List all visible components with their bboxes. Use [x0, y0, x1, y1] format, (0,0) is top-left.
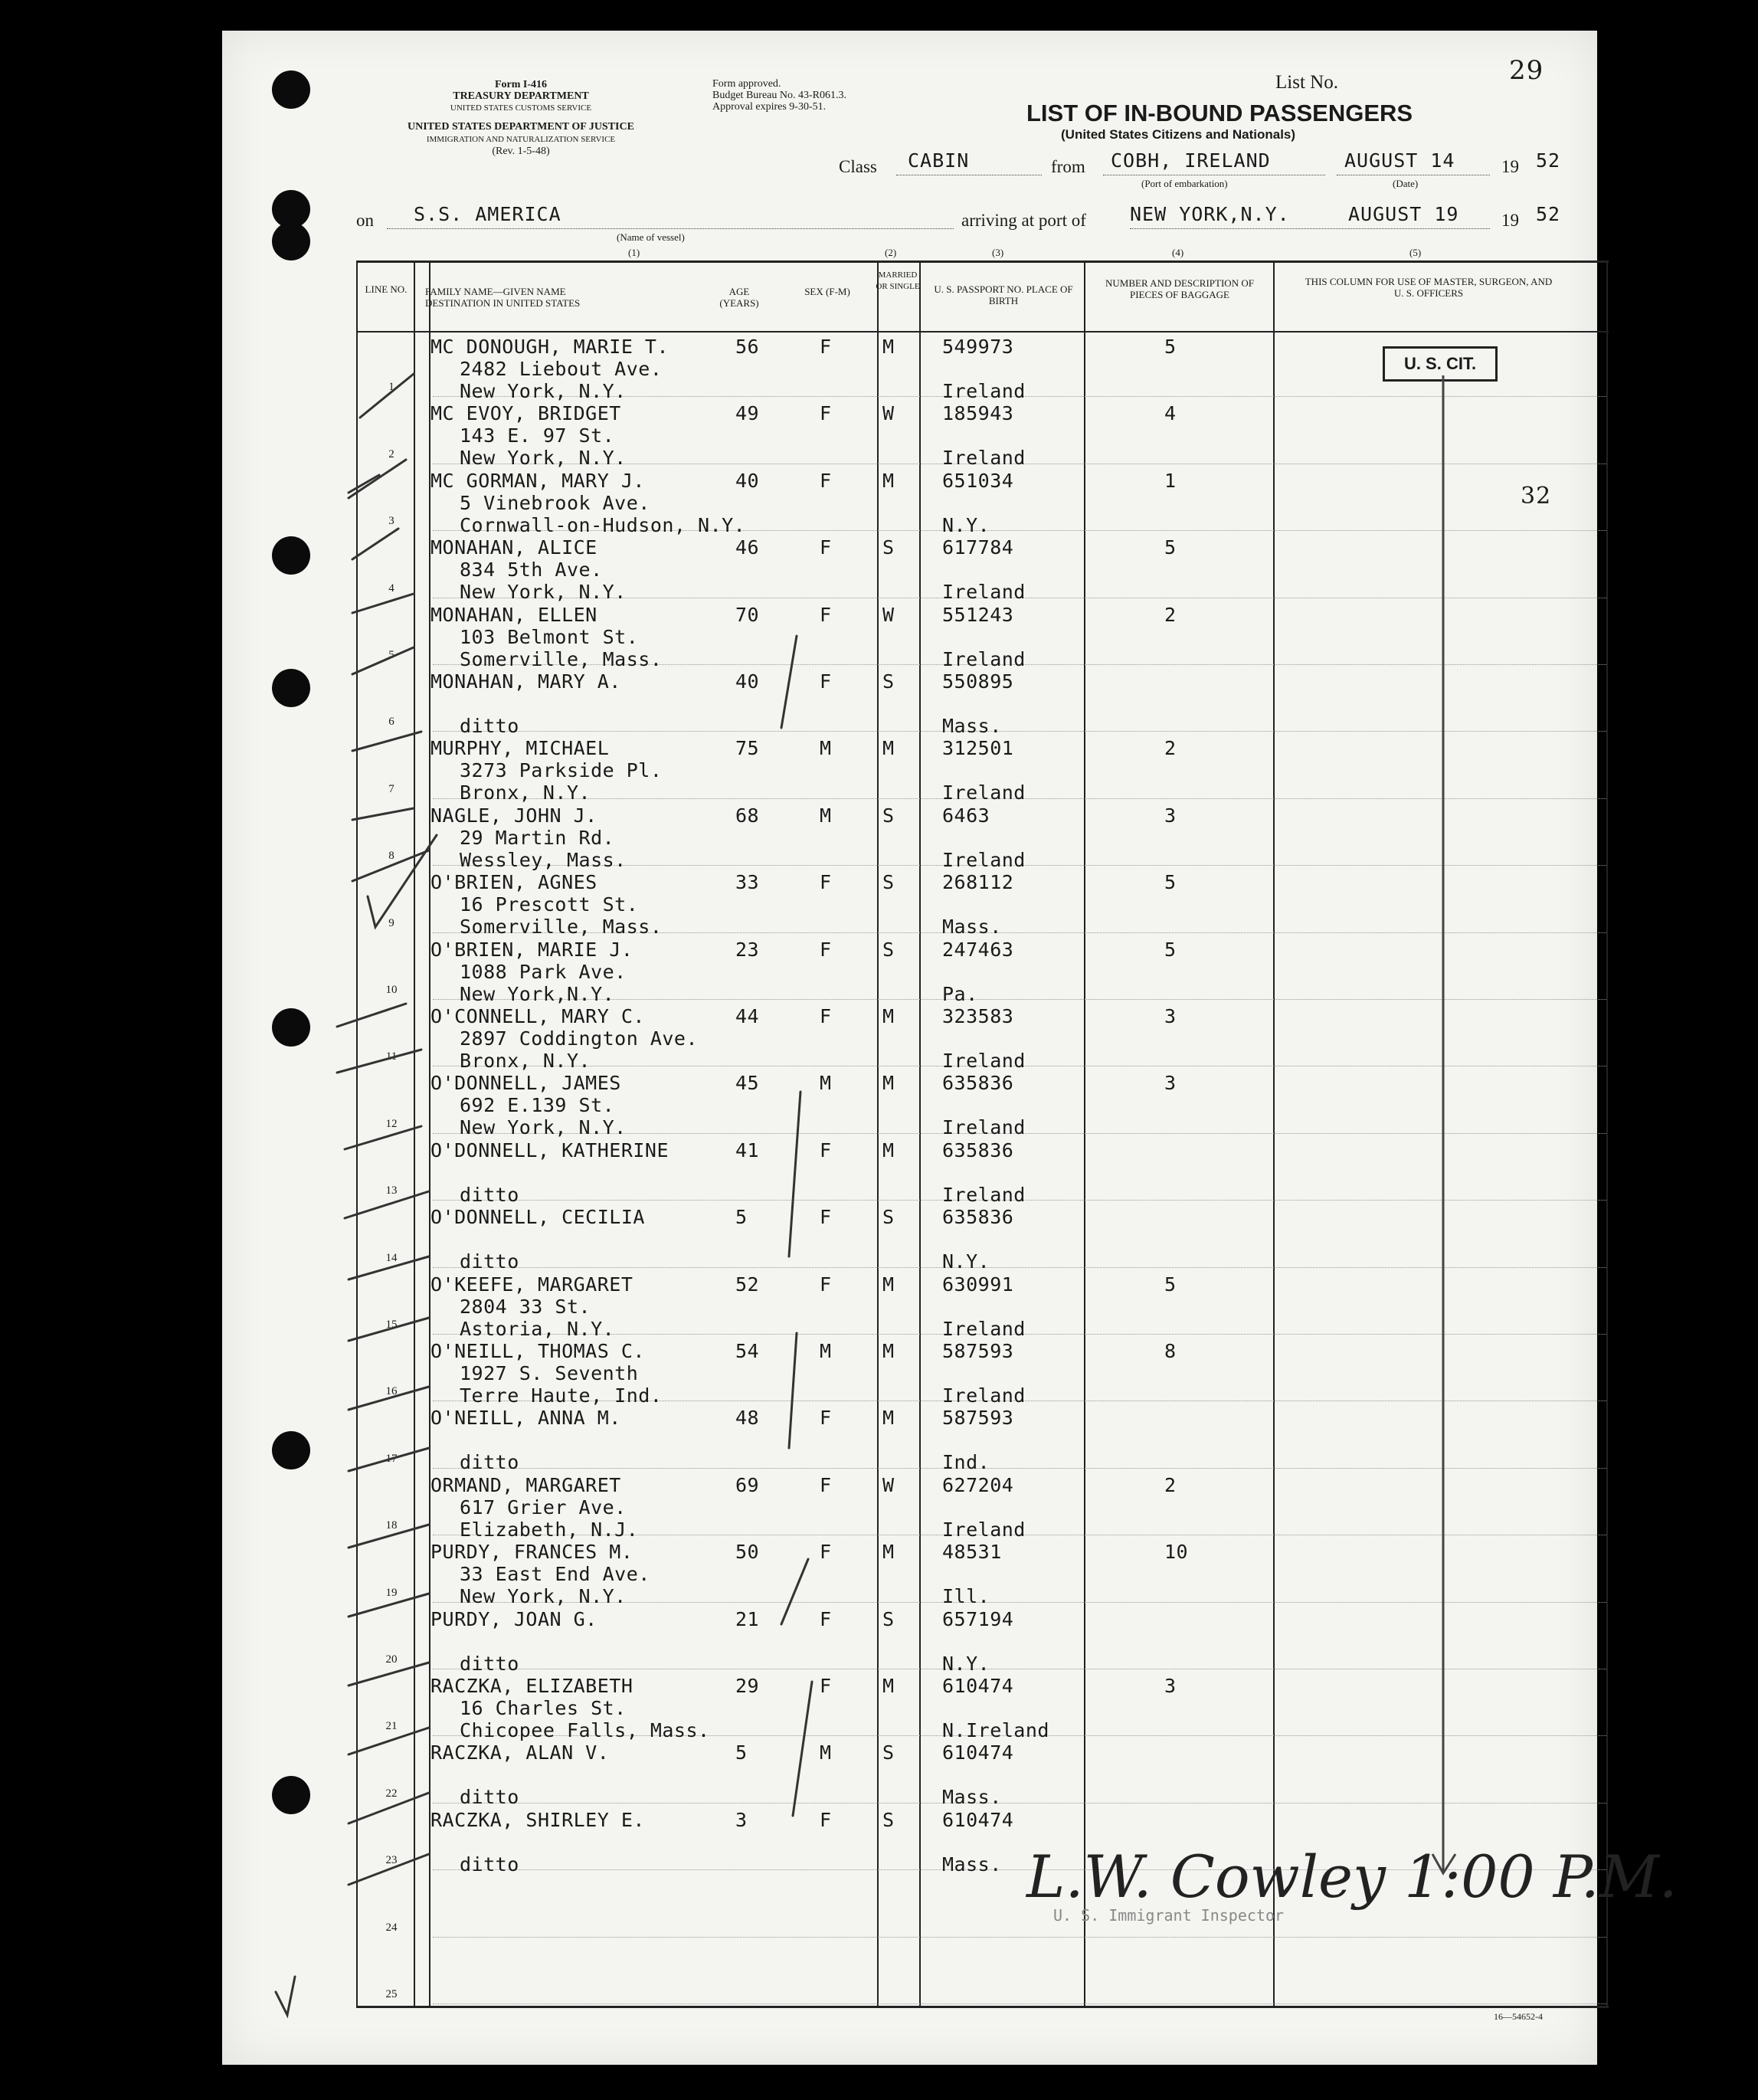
cell-ms: S — [882, 536, 895, 559]
margin-count: 32 — [1521, 483, 1552, 509]
cell-name: NAGLE, JOHN J. — [430, 804, 597, 827]
cell-age: 48 — [735, 1407, 760, 1430]
vessel-name: S.S. AMERICA — [414, 203, 561, 225]
cell-ms: M — [882, 1005, 895, 1027]
cell-sex: F — [820, 536, 832, 559]
cell-passport: 635836 — [942, 1206, 1014, 1229]
cell-passport: 48531 — [942, 1541, 1002, 1564]
cell-sex: F — [820, 670, 832, 693]
cell-birth: Ireland — [942, 1116, 1026, 1139]
port-embark-label: (Port of embarkation) — [1141, 178, 1228, 189]
arrival-port: NEW YORK,N.Y. — [1130, 203, 1290, 225]
customs-service: UNITED STATES CUSTOMS SERVICE — [450, 103, 592, 113]
cell-age: 52 — [735, 1273, 760, 1296]
cell-baggage: 8 — [1164, 1340, 1177, 1362]
tick-mark — [349, 1663, 429, 1686]
cell-passport: 610474 — [942, 1808, 1014, 1831]
row-number: 6 — [388, 716, 394, 729]
cell-baggage: 5 — [1164, 938, 1177, 961]
cell-ms: M — [882, 1675, 895, 1697]
cell-name: MC EVOY, BRIDGET — [430, 402, 621, 425]
cell-passport: 550895 — [942, 670, 1014, 693]
cell-birth: Ireland — [942, 1050, 1026, 1072]
cell-addr2: New York, N.Y. — [460, 1116, 627, 1139]
arriving-label: arriving at port of — [961, 211, 1086, 230]
cell-passport: 630991 — [942, 1273, 1014, 1296]
cell-sex: F — [820, 1541, 832, 1564]
cell-age: 23 — [735, 938, 760, 961]
budget-bureau: Budget Bureau No. 43-R061.3. — [712, 90, 846, 101]
cell-age: 21 — [735, 1607, 760, 1630]
cell-sex: M — [820, 737, 832, 760]
cell-addr1: 1088 Park Ave. — [460, 960, 627, 983]
cell-baggage: 5 — [1164, 1273, 1177, 1296]
tick-mark — [349, 1728, 429, 1754]
cell-passport: 610474 — [942, 1741, 1014, 1764]
treasury-dept: TREASURY DEPARTMENT — [453, 90, 589, 102]
cell-age: 40 — [735, 469, 760, 492]
cell-name: PURDY, JOAN G. — [430, 1607, 597, 1630]
row-number: 16 — [385, 1385, 398, 1398]
cell-birth: N.Y. — [942, 513, 990, 536]
tick-mark — [349, 1854, 429, 1885]
cell-sex: F — [820, 938, 832, 961]
tick-mark — [349, 1256, 429, 1279]
cell-age: 49 — [735, 402, 760, 425]
inspector-label: U. S. Immigrant Inspector — [1053, 1906, 1285, 1925]
arrival-date: AUGUST 19 — [1348, 203, 1459, 225]
cell-addr2: ditto — [460, 1451, 519, 1474]
cell-age: 54 — [735, 1340, 760, 1362]
cell-sex: F — [820, 1473, 832, 1496]
cell-ms: S — [882, 1607, 895, 1630]
cell-addr2: Cornwall-on-Hudson, N.Y. — [460, 513, 746, 536]
cell-sex: F — [820, 336, 832, 358]
cell-birth: Mass. — [942, 1853, 1002, 1876]
cell-addr1: 33 East End Ave. — [460, 1563, 650, 1586]
cell-sex: M — [820, 1072, 832, 1095]
cell-birth: Ireland — [942, 1384, 1026, 1407]
cell-ms: S — [882, 1808, 895, 1831]
cell-addr2: ditto — [460, 1250, 519, 1273]
cell-addr2: New York, N.Y. — [460, 581, 627, 604]
tick-mark — [337, 1050, 421, 1073]
row-number: 15 — [385, 1319, 398, 1331]
cell-baggage: 3 — [1164, 1072, 1177, 1095]
cell-birth: Mass. — [942, 916, 1002, 939]
cell-passport: 657194 — [942, 1607, 1014, 1630]
cell-age: 46 — [735, 536, 760, 559]
cell-age: 33 — [735, 871, 760, 894]
cell-ms: S — [882, 1741, 895, 1764]
cell-name: O'CONNELL, MARY C. — [430, 1005, 645, 1027]
arrival-year: 52 — [1536, 203, 1561, 225]
cell-sex: F — [820, 603, 832, 626]
vessel-label: (Name of vessel) — [617, 231, 685, 243]
col-header-age: AGE (YEARS) — [719, 286, 759, 309]
cell-name: O'NEILL, ANNA M. — [430, 1407, 621, 1430]
cell-baggage: 2 — [1164, 603, 1177, 626]
cell-passport: 323583 — [942, 1005, 1014, 1027]
cell-name: O'BRIEN, AGNES — [430, 871, 597, 894]
cell-sex: F — [820, 469, 832, 492]
ins-service: IMMIGRATION AND NATURALIZATION SERVICE — [426, 135, 616, 144]
cell-ms: M — [882, 1541, 895, 1564]
cell-age: 44 — [735, 1005, 760, 1027]
cell-addr2: ditto — [460, 1853, 519, 1876]
cell-addr1: 5 Vinebrook Ave. — [460, 491, 650, 514]
cell-ms: W — [882, 1473, 895, 1496]
form-approved: Form approved. — [712, 78, 781, 90]
document-title: LIST OF IN-BOUND PASSENGERS — [1026, 100, 1413, 126]
tick-mark — [349, 1594, 429, 1617]
cell-age: 40 — [735, 670, 760, 693]
cell-birth: Ireland — [942, 848, 1026, 871]
cell-addr2: New York, N.Y. — [460, 447, 627, 470]
document-subtitle: (United States Citizens and Nationals) — [1061, 127, 1296, 142]
cell-addr2: Chicopee Falls, Mass. — [460, 1719, 710, 1741]
group-bracket — [781, 1559, 808, 1624]
cell-passport: 247463 — [942, 938, 1014, 961]
cell-ms: S — [882, 871, 895, 894]
cell-name: O'KEEFE, MARGARET — [430, 1273, 633, 1296]
cell-name: RACZKA, ELIZABETH — [430, 1675, 633, 1697]
cell-passport: 185943 — [942, 402, 1014, 425]
cell-addr1: 692 E.139 St. — [460, 1094, 615, 1117]
col-header-sex: SEX (F-M) — [804, 286, 850, 297]
col-num-3: (3) — [992, 247, 1004, 258]
cell-age: 75 — [735, 737, 760, 760]
cell-baggage: 4 — [1164, 402, 1177, 425]
cell-addr1: 16 Prescott St. — [460, 893, 639, 916]
cell-addr2: Somerville, Mass. — [460, 647, 663, 670]
cell-ms: S — [882, 804, 895, 827]
tick-mark — [349, 1793, 429, 1823]
cell-baggage: 3 — [1164, 804, 1177, 827]
cell-ms: M — [882, 1273, 895, 1296]
row-number: 18 — [385, 1519, 398, 1532]
cell-passport: 312501 — [942, 737, 1014, 760]
cell-ms: M — [882, 1340, 895, 1362]
tick-mark — [352, 647, 414, 674]
tick-mark — [349, 1318, 429, 1341]
form-number: Form I-416 — [494, 79, 548, 90]
col-num-2: (2) — [885, 247, 897, 258]
group-bracket — [781, 636, 797, 728]
row-number: 2 — [388, 447, 394, 460]
tick-mark — [360, 374, 414, 418]
cell-addr2: ditto — [460, 715, 519, 737]
row-number: 17 — [385, 1452, 398, 1465]
cell-ms: S — [882, 670, 895, 693]
tick-mark — [345, 1191, 429, 1218]
cell-passport: 549973 — [942, 336, 1014, 358]
cell-name: ORMAND, MARGARET — [430, 1473, 621, 1496]
cell-birth: Pa. — [942, 982, 978, 1005]
cell-addr1: 3273 Parkside Pl. — [460, 759, 663, 782]
cell-sex: M — [820, 804, 832, 827]
cell-age: 41 — [735, 1138, 760, 1161]
cell-ms: M — [882, 1407, 895, 1430]
cell-passport: 6463 — [942, 804, 990, 827]
cell-birth: Ireland — [942, 647, 1026, 670]
row-number: 24 — [385, 1921, 398, 1934]
col-header-name: FAMILY NAME—GIVEN NAME DESTINATION IN UNITED STATES — [425, 286, 581, 309]
cell-name: RACZKA, SHIRLEY E. — [430, 1808, 645, 1831]
cell-birth: Ireland — [942, 1317, 1026, 1340]
cell-passport: 587593 — [942, 1407, 1014, 1430]
cell-name: O'DONNELL, JAMES — [430, 1072, 621, 1095]
cell-name: MONAHAN, MARY A. — [430, 670, 621, 693]
cell-sex: F — [820, 1675, 832, 1697]
list-no-label: List No. — [1275, 72, 1338, 93]
cell-passport: 610474 — [942, 1675, 1014, 1697]
inspector-signature: L.W. Cowley 1:00 P.M. — [1026, 1843, 1678, 1911]
cell-addr1: 2804 33 St. — [460, 1295, 591, 1318]
cell-addr2: Bronx, N.Y. — [460, 1050, 591, 1072]
class-label: Class — [839, 157, 877, 176]
cell-birth: N.Y. — [942, 1250, 990, 1273]
us-citizen-stamp: U. S. CIT. — [1383, 346, 1498, 382]
list-no: 29 — [1509, 55, 1544, 86]
cell-age: 70 — [735, 603, 760, 626]
cell-addr2: Astoria, N.Y. — [460, 1317, 615, 1340]
cell-birth: N.Ireland — [942, 1719, 1049, 1741]
cell-age: 3 — [735, 1808, 748, 1831]
cell-addr2: Wessley, Mass. — [460, 848, 627, 871]
cell-sex: M — [820, 1340, 832, 1362]
col-header-baggage: NUMBER AND DESCRIPTION OF PIECES OF BAGGAGE — [1105, 277, 1254, 300]
tick-mark — [349, 1525, 429, 1548]
cell-birth: Ill. — [942, 1585, 990, 1608]
group-bracket — [793, 1682, 812, 1816]
row-number: 21 — [385, 1720, 398, 1733]
row-number: 7 — [388, 782, 394, 795]
class-value: CABIN — [908, 149, 970, 172]
cell-age: 45 — [735, 1072, 760, 1095]
justice-dept: UNITED STATES DEPARTMENT OF JUSTICE — [408, 121, 634, 133]
cell-name: O'NEILL, THOMAS C. — [430, 1340, 645, 1362]
cell-name: PURDY, FRANCES M. — [430, 1541, 633, 1564]
cell-name: O'BRIEN, MARIE J. — [430, 938, 633, 961]
cell-birth: Ireland — [942, 781, 1026, 804]
cell-addr1: 103 Belmont St. — [460, 625, 639, 648]
cell-birth: Ind. — [942, 1451, 990, 1474]
tick-mark — [368, 835, 437, 927]
cell-passport: 268112 — [942, 871, 1014, 894]
cell-age: 69 — [735, 1473, 760, 1496]
cell-addr1: 2897 Coddington Ave. — [460, 1027, 699, 1050]
approval-expiry: Approval expires 9-30-51. — [712, 101, 827, 113]
cell-sex: F — [820, 1206, 832, 1229]
cell-name: MONAHAN, ELLEN — [430, 603, 597, 626]
group-bracket — [789, 1333, 797, 1448]
col-num-1: (1) — [628, 247, 640, 258]
tick-marks — [276, 374, 437, 2015]
cell-sex: F — [820, 1273, 832, 1296]
col-header-officers: THIS COLUMN FOR USE OF MASTER, SURGEON, AND U. S. OFFICERS — [1305, 276, 1553, 299]
cell-baggage: 5 — [1164, 536, 1177, 559]
cell-passport: 587593 — [942, 1340, 1014, 1362]
cell-age: 29 — [735, 1675, 760, 1697]
on-label: on — [356, 211, 374, 230]
cell-addr2: ditto — [460, 1652, 519, 1675]
row-number: 19 — [385, 1586, 398, 1599]
grouping-brackets — [781, 636, 812, 1816]
col-num-5: (5) — [1409, 247, 1422, 258]
cell-baggage: 10 — [1164, 1541, 1189, 1564]
row-number: 9 — [388, 916, 394, 929]
cell-age: 56 — [735, 336, 760, 358]
col-num-4: (4) — [1172, 247, 1184, 258]
cell-ms: M — [882, 469, 895, 492]
row-number: 3 — [388, 515, 394, 528]
col-header-passport: U. S. PASSPORT NO. PLACE OF BIRTH — [934, 283, 1073, 306]
depart-year: 52 — [1536, 149, 1561, 172]
row-number: 4 — [388, 582, 394, 595]
cell-sex: F — [820, 871, 832, 894]
cell-addr2: ditto — [460, 1183, 519, 1206]
row-number: 25 — [385, 1988, 398, 2000]
row-number: 13 — [385, 1184, 398, 1197]
row-number: 22 — [385, 1787, 398, 1800]
cell-addr1: 2482 Liebout Ave. — [460, 358, 663, 380]
row-number: 14 — [385, 1251, 398, 1264]
cell-name: MURPHY, MICHAEL — [430, 737, 610, 760]
print-code: 16—54652-4 — [1494, 2011, 1543, 2022]
cell-baggage: 5 — [1164, 871, 1177, 894]
tick-mark — [337, 1004, 406, 1027]
cell-passport: 635836 — [942, 1072, 1014, 1095]
tick-mark — [349, 460, 406, 498]
cell-baggage: 2 — [1164, 1473, 1177, 1496]
cell-birth: Ireland — [942, 447, 1026, 470]
cell-baggage: 5 — [1164, 336, 1177, 358]
cell-age: 5 — [735, 1741, 748, 1764]
row-number: 11 — [385, 1050, 398, 1063]
cell-birth: Mass. — [942, 1786, 1002, 1809]
cell-birth: Ireland — [942, 380, 1026, 402]
row-number: 10 — [385, 984, 398, 996]
cell-name: MONAHAN, ALICE — [430, 536, 597, 559]
cell-addr2: Somerville, Mass. — [460, 916, 663, 939]
revision: (Rev. 1-5-48) — [492, 146, 550, 157]
cell-ms: W — [882, 402, 895, 425]
row-number: 5 — [388, 649, 394, 661]
cell-addr2: ditto — [460, 1786, 519, 1809]
cell-baggage: 2 — [1164, 737, 1177, 760]
cell-name: O'DONNELL, KATHERINE — [430, 1138, 669, 1161]
tick-mark — [352, 732, 421, 751]
cell-sex: F — [820, 1607, 832, 1630]
cell-addr1: 16 Charles St. — [460, 1697, 627, 1719]
year-prefix: 19 — [1501, 157, 1519, 176]
cell-passport: 635836 — [942, 1138, 1014, 1161]
cell-ms: S — [882, 1206, 895, 1229]
cell-baggage: 3 — [1164, 1005, 1177, 1027]
cell-birth: Ireland — [942, 581, 1026, 604]
cell-baggage: 1 — [1164, 469, 1177, 492]
date-label: (Date) — [1393, 178, 1419, 189]
cell-name: MC GORMAN, MARY J. — [430, 469, 645, 492]
cell-sex: F — [820, 1808, 832, 1831]
cell-age: 50 — [735, 1541, 760, 1564]
cell-addr1: 617 Grier Ave. — [460, 1496, 627, 1518]
cell-name: RACZKA, ALAN V. — [430, 1741, 610, 1764]
cell-ms: S — [882, 938, 895, 961]
row-number: 8 — [388, 850, 394, 863]
cell-addr1: 834 5th Ave. — [460, 559, 603, 582]
cell-age: 68 — [735, 804, 760, 827]
tick-mark — [352, 529, 398, 559]
group-bracket — [789, 1092, 800, 1256]
cell-ms: W — [882, 603, 895, 626]
tick-mark — [352, 808, 414, 820]
col-header-married: MARRIED OR SINGLE — [876, 270, 920, 291]
col-header-line-no: LINE NO. — [365, 283, 408, 295]
cell-birth: Mass. — [942, 715, 1002, 737]
cell-name: O'DONNELL, CECILIA — [430, 1206, 645, 1229]
cell-addr2: Elizabeth, N.J. — [460, 1518, 639, 1541]
cell-addr1: 29 Martin Rd. — [460, 826, 615, 849]
row-number: 1 — [388, 381, 394, 394]
cell-birth: Ireland — [942, 1183, 1026, 1206]
tick-mark — [345, 1126, 421, 1149]
cell-ms: M — [882, 336, 895, 358]
depart-date: AUGUST 14 — [1344, 149, 1455, 172]
tick-mark — [349, 1448, 429, 1471]
tick-mark — [349, 475, 379, 493]
cell-addr2: New York, N.Y. — [460, 380, 627, 402]
cell-passport: 551243 — [942, 603, 1014, 626]
row-number: 23 — [385, 1854, 398, 1867]
cell-addr2: New York, N.Y. — [460, 1585, 627, 1608]
cell-addr1: 1927 S. Seventh — [460, 1362, 639, 1384]
cell-addr2: New York,N.Y. — [460, 982, 615, 1005]
cell-addr1: 143 E. 97 St. — [460, 424, 615, 447]
from-value: COBH, IRELAND — [1111, 149, 1271, 172]
cell-sex: F — [820, 1005, 832, 1027]
cell-birth: N.Y. — [942, 1652, 990, 1675]
tick-mark — [349, 1387, 429, 1410]
cell-birth: Ireland — [942, 1518, 1026, 1541]
cell-sex: F — [820, 1407, 832, 1430]
cell-baggage: 3 — [1164, 1675, 1177, 1697]
cell-passport: 651034 — [942, 469, 1014, 492]
cell-name: MC DONOUGH, MARIE T. — [430, 336, 669, 358]
cell-sex: M — [820, 1741, 832, 1764]
tick-mark — [352, 594, 414, 613]
cell-age: 5 — [735, 1206, 748, 1229]
cell-sex: F — [820, 402, 832, 425]
tick-mark — [276, 1977, 295, 2015]
from-label: from — [1051, 157, 1085, 176]
row-number: 12 — [385, 1117, 398, 1130]
cell-addr2: Bronx, N.Y. — [460, 781, 591, 804]
cell-passport: 627204 — [942, 1473, 1014, 1496]
cell-passport: 617784 — [942, 536, 1014, 559]
cell-ms: M — [882, 737, 895, 760]
cell-ms: M — [882, 1138, 895, 1161]
row-number: 20 — [385, 1653, 398, 1666]
cell-addr2: Terre Haute, Ind. — [460, 1384, 663, 1407]
arrival-year-prefix: 19 — [1501, 211, 1519, 230]
cell-ms: M — [882, 1072, 895, 1095]
cell-sex: F — [820, 1138, 832, 1161]
